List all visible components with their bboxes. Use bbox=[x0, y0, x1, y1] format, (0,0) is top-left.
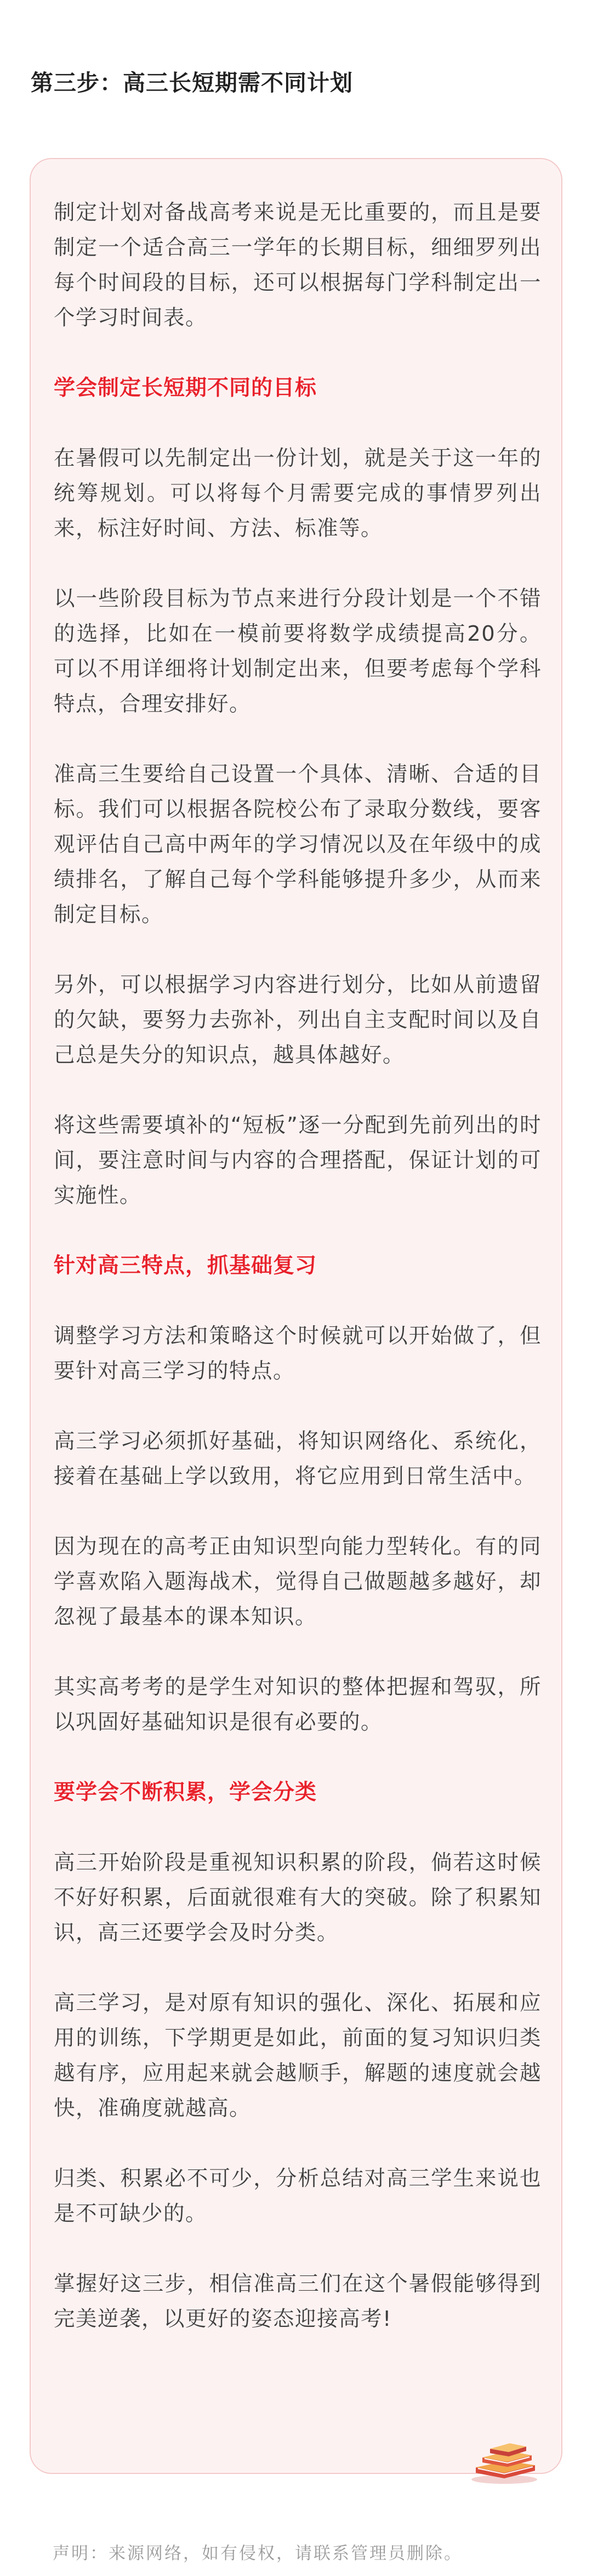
paragraph: 制定计划对备战高考来说是无比重要的，而且是要制定一个适合高三一学年的长期目标，细细罗列出每个时间段的目标，还可以根据每门学科制定出一个学习时间表。 bbox=[54, 200, 542, 330]
disclaimer-note: 声明：来源网络，如有侵权，请联系管理员删除。 bbox=[53, 2544, 463, 2563]
paragraph: 掌握好这三步，相信准高三们在这个暑假能够得到完美逆袭，以更好的姿态迎接高考! bbox=[54, 2272, 542, 2331]
paragraph: 在暑假可以先制定出一份计划，就是关于这一年的统筹规划。可以将每个月需要完成的事情罗列出来，标注好时间、方法、标准等。 bbox=[54, 446, 542, 541]
paragraph: 准高三生要给自己设置一个具体、清晰、合适的目标。我们可以根据各院校公布了录取分数线，要客观评估自己高中两年的学习情况以及在年级中的成绩排名，了解自己每个学科能够提升多少，从而来制定目标。 bbox=[54, 762, 542, 927]
paragraph: 因为现在的高考正由知识型向能力型转化。有的同学喜欢陷入题海战术，觉得自己做题越多越好，却忽视了最基本的课本知识。 bbox=[54, 1534, 542, 1629]
section-heading: 要学会不断积累，学会分类 bbox=[54, 1780, 317, 1805]
section-heading: 针对高三特点，抓基础复习 bbox=[54, 1253, 317, 1278]
paragraph: 高三学习，是对原有知识的强化、深化、拓展和应用的训练，下学期更是如此，前面的复习知识归类越有序，应用起来就会越顺手，解题的速度就会越快，准确度就越高。 bbox=[54, 1991, 542, 2121]
paragraph: 其实高考考的是学生对知识的整体把握和驾驭，所以巩固好基础知识是很有必要的。 bbox=[54, 1675, 542, 1735]
section-heading: 学会制定长短期不同的目标 bbox=[54, 376, 317, 400]
paragraph: 高三学习必须抓好基础，将知识网络化、系统化，接着在基础上学以致用，将它应用到日常生活中。 bbox=[54, 1429, 542, 1489]
content-card bbox=[30, 158, 562, 2474]
card-content bbox=[54, 195, 542, 2372]
paragraph: 将这些需要填补的“短板”逐一分配到先前列出的时间，要注意时间与内容的合理搭配，保证计划的可实施性。 bbox=[54, 1113, 542, 1208]
paragraph: 归类、积累必不可少，分析总结对高三学生来说也是不可缺少的。 bbox=[54, 2166, 542, 2226]
paragraph: 以一些阶段目标为节点来进行分段计划是一个不错的选择，比如在一模前要将数学成绩提高20分。可以不用详细将计划制定出来，但要考虑每个学科特点，合理安排好。 bbox=[54, 586, 542, 716]
paragraph: 另外，可以根据学习内容进行划分，比如从前遗留的欠缺，要努力去弥补，列出自主支配时间以及自己总是失分的知识点，越具体越好。 bbox=[54, 973, 542, 1067]
books-icon bbox=[470, 2436, 542, 2485]
page-title: 第三步：高三长短期需不同计划 bbox=[31, 70, 353, 96]
paragraph: 调整学习方法和策略这个时候就可以开始做了，但要针对高三学习的特点。 bbox=[54, 1324, 542, 1383]
paragraph: 高三开始阶段是重视知识积累的阶段，倘若这时候不好好积累，后面就很难有大的突破。除了积累知识，高三还要学会及时分类。 bbox=[54, 1850, 542, 1945]
